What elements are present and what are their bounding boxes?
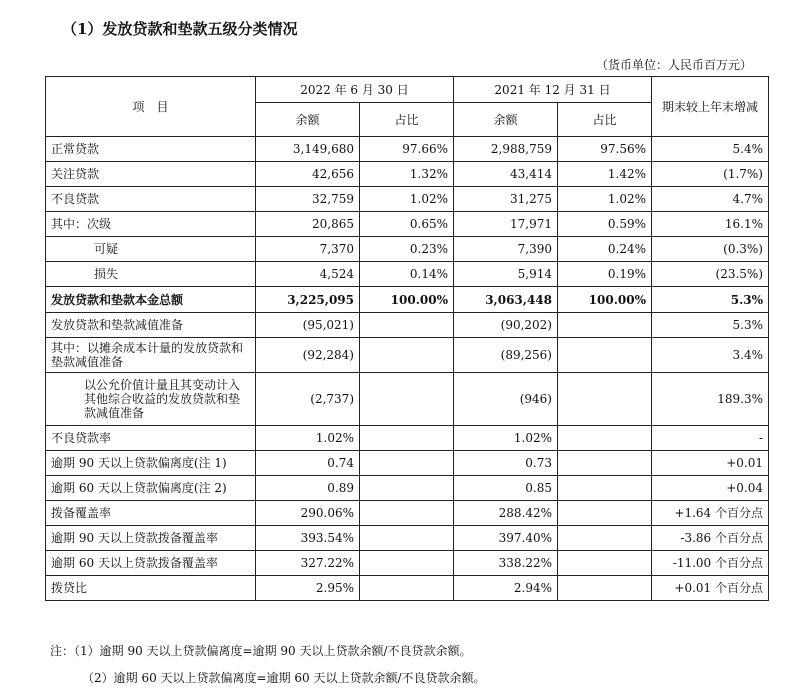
balance-2021: 338.22%: [454, 551, 558, 576]
table-row: [46, 212, 769, 237]
row-label: 逾期 90 天以上贷款偏离度(注 1): [46, 451, 256, 476]
table-row: [46, 501, 769, 526]
ratio-2021: [558, 551, 652, 576]
balance-2021: 31,275: [454, 187, 558, 212]
balance-2022: (2,737): [256, 373, 360, 426]
table-row: [46, 237, 769, 262]
balance-2022: 3,149,680: [256, 137, 360, 162]
balance-2022: 393.54%: [256, 526, 360, 551]
ratio-2022: 1.02%: [360, 187, 454, 212]
ratio-2022: 0.65%: [360, 212, 454, 237]
ratio-2021: 0.19%: [558, 262, 652, 287]
table-row: [46, 287, 769, 313]
ratio-2022: 100.00%: [360, 287, 454, 313]
balance-2022: 327.22%: [256, 551, 360, 576]
table-row: [46, 476, 769, 501]
ratio-2022: [360, 476, 454, 501]
change: +1.64 个百分点: [652, 501, 769, 526]
change: (23.5%): [652, 262, 769, 287]
header-ratio-1: 占比: [360, 103, 454, 137]
ratio-2021: [558, 576, 652, 601]
balance-2022: 4,524: [256, 262, 360, 287]
change: +0.01 个百分点: [652, 576, 769, 601]
balance-2021: (90,202): [454, 313, 558, 338]
table-row: [46, 451, 769, 476]
change: -11.00 个百分点: [652, 551, 769, 576]
balance-2021: 3,063,448: [454, 287, 558, 313]
balance-2021: 2,988,759: [454, 137, 558, 162]
ratio-2022: [360, 576, 454, 601]
row-label: 不良贷款率: [46, 426, 256, 451]
ratio-2022: [360, 313, 454, 338]
ratio-2021: [558, 451, 652, 476]
table-row: [46, 551, 769, 576]
ratio-2021: [558, 501, 652, 526]
table-row: [46, 426, 769, 451]
balance-2022: 20,865: [256, 212, 360, 237]
row-label: 关注贷款: [46, 162, 256, 187]
header-change: 期末较上年末增减: [652, 77, 769, 137]
ratio-2021: 100.00%: [558, 287, 652, 313]
note-1: 注：（1）逾期 90 天以上贷款偏离度=逾期 90 天以上贷款余额/不良贷款余额。: [50, 644, 472, 658]
change: +0.01: [652, 451, 769, 476]
loan-classification-table: [45, 76, 769, 601]
change: +0.04: [652, 476, 769, 501]
balance-2021: 397.40%: [454, 526, 558, 551]
row-label: 不良贷款: [46, 187, 256, 212]
ratio-2022: 0.14%: [360, 262, 454, 287]
table-row: [46, 373, 769, 426]
ratio-2022: [360, 451, 454, 476]
ratio-2021: [558, 338, 652, 373]
section-title: （1）发放贷款和垫款五级分类情况: [62, 20, 298, 38]
table-row: [46, 137, 769, 162]
balance-2021: 1.02%: [454, 426, 558, 451]
balance-2021: (946): [454, 373, 558, 426]
change: 4.7%: [652, 187, 769, 212]
table-row: [46, 162, 769, 187]
table-row: [46, 313, 769, 338]
change: 189.3%: [652, 373, 769, 426]
header-period-2021-12-31: 2021 年 12 月 31 日: [454, 77, 652, 103]
balance-2021: 0.85: [454, 476, 558, 501]
change: -: [652, 426, 769, 451]
header-balance-2: 余额: [454, 103, 558, 137]
ratio-2022: [360, 373, 454, 426]
balance-2022: 32,759: [256, 187, 360, 212]
table-row: [46, 526, 769, 551]
balance-2021: 43,414: [454, 162, 558, 187]
balance-2022: 290.06%: [256, 501, 360, 526]
table-row: [46, 338, 769, 373]
change: 5.3%: [652, 287, 769, 313]
ratio-2021: [558, 526, 652, 551]
balance-2022: 0.74: [256, 451, 360, 476]
ratio-2021: 0.59%: [558, 212, 652, 237]
change: (0.3%): [652, 237, 769, 262]
ratio-2021: [558, 313, 652, 338]
row-label: 逾期 60 天以上贷款偏离度(注 2): [46, 476, 256, 501]
header-balance-1: 余额: [256, 103, 360, 137]
balance-2021: 288.42%: [454, 501, 558, 526]
ratio-2022: [360, 501, 454, 526]
balance-2022: 7,370: [256, 237, 360, 262]
balance-2021: 0.73: [454, 451, 558, 476]
ratio-2022: 0.23%: [360, 237, 454, 262]
row-label: 以公允价值计量且其变动计入其他综合收益的发放贷款和垫款减值准备: [46, 373, 256, 426]
row-label: 发放贷款和垫款本金总额: [46, 287, 256, 313]
row-label: 可疑: [46, 237, 256, 262]
change: 3.4%: [652, 338, 769, 373]
change: 5.4%: [652, 137, 769, 162]
ratio-2022: 1.32%: [360, 162, 454, 187]
header-item: 项 目: [46, 77, 256, 137]
balance-2022: (92,284): [256, 338, 360, 373]
header-ratio-2: 占比: [558, 103, 652, 137]
change: 16.1%: [652, 212, 769, 237]
header-period-2022-06-30: 2022 年 6 月 30 日: [256, 77, 454, 103]
row-label: 拨贷比: [46, 576, 256, 601]
balance-2021: 7,390: [454, 237, 558, 262]
row-label: 发放贷款和垫款减值准备: [46, 313, 256, 338]
ratio-2021: [558, 426, 652, 451]
row-label: 损失: [46, 262, 256, 287]
ratio-2021: 0.24%: [558, 237, 652, 262]
balance-2021: (89,256): [454, 338, 558, 373]
balance-2021: 5,914: [454, 262, 558, 287]
balance-2022: 3,225,095: [256, 287, 360, 313]
table-row: [46, 262, 769, 287]
table-row: [46, 187, 769, 212]
row-label: 正常贷款: [46, 137, 256, 162]
ratio-2022: [360, 426, 454, 451]
ratio-2021: [558, 476, 652, 501]
ratio-2022: 97.66%: [360, 137, 454, 162]
ratio-2021: [558, 373, 652, 426]
balance-2022: (95,021): [256, 313, 360, 338]
ratio-2021: 1.42%: [558, 162, 652, 187]
ratio-2022: [360, 551, 454, 576]
row-label: 其中：以摊余成本计量的发放贷款和垫款减值准备: [46, 338, 256, 373]
balance-2022: 2.95%: [256, 576, 360, 601]
balance-2021: 2.94%: [454, 576, 558, 601]
row-label: 逾期 60 天以上贷款拨备覆盖率: [46, 551, 256, 576]
row-label: 逾期 90 天以上贷款拨备覆盖率: [46, 526, 256, 551]
change: (1.7%): [652, 162, 769, 187]
change: -3.86 个百分点: [652, 526, 769, 551]
row-label: 拨备覆盖率: [46, 501, 256, 526]
balance-2022: 0.89: [256, 476, 360, 501]
note-2: （2）逾期 60 天以上贷款偏离度=逾期 60 天以上贷款余额/不良贷款余额。: [82, 671, 486, 685]
row-label: 其中：次级: [46, 212, 256, 237]
ratio-2022: [360, 526, 454, 551]
ratio-2021: 1.02%: [558, 187, 652, 212]
change: 5.3%: [652, 313, 769, 338]
balance-2022: 42,656: [256, 162, 360, 187]
ratio-2021: 97.56%: [558, 137, 652, 162]
currency-unit-note: （货币单位：人民币百万元）: [595, 58, 752, 72]
balance-2022: 1.02%: [256, 426, 360, 451]
ratio-2022: [360, 338, 454, 373]
balance-2021: 17,971: [454, 212, 558, 237]
table-row: [46, 576, 769, 601]
